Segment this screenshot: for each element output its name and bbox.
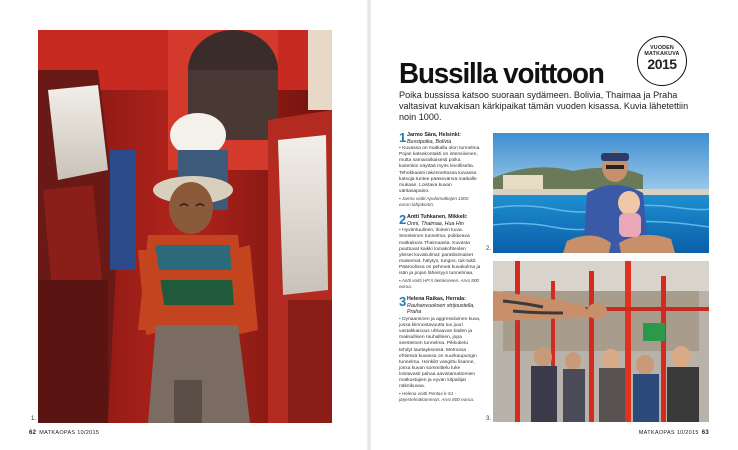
caption-author: Antti Tuhkanen, Mikkeli: bbox=[407, 214, 468, 221]
folio-left bbox=[26, 430, 99, 436]
page-title: Bussilla voittoon bbox=[399, 58, 604, 90]
photo-number-2: 2. bbox=[486, 246, 492, 252]
magazine-name-right: MATKAOPAS 10/2015 bbox=[638, 430, 699, 436]
caption-place: Onni, Thaimaa, Hua Hin bbox=[407, 220, 464, 227]
page-gutter bbox=[366, 0, 372, 450]
caption-number: 2 bbox=[399, 212, 407, 228]
page-number-left: 62 bbox=[29, 430, 37, 436]
award-badge bbox=[637, 36, 687, 86]
caption-number: 3 bbox=[399, 294, 407, 310]
caption-body: Kuvassa on matkalla olon tunnelma. Pojan katsekontakti on intensiivinen, mutta samanaikaisesti poika kuitenkin näyttää myös levolliselta. Tehokkaasti rakennettussa kuvassa katsoja tuntee pääsevänsä matkalle mukaan. Loistava kuvan väritasapaino. bbox=[399, 146, 481, 194]
caption-place: Rauhanvuoksen strijoustella, Praha bbox=[407, 302, 475, 316]
bullet-icon: ▪ bbox=[399, 317, 403, 323]
caption-author: Jarmo Sära, Helsinki: bbox=[407, 132, 461, 138]
bullet-icon: ▪ bbox=[399, 146, 403, 152]
caption-number: 1 bbox=[399, 130, 407, 145]
page-number-right: 63 bbox=[701, 430, 709, 436]
photo-pool-father-child bbox=[493, 133, 709, 253]
photo-bus-boy bbox=[38, 30, 332, 423]
caption-prize: Antti voitti HP:n tietokoneen. Arvo 800 euroa. bbox=[399, 278, 479, 289]
captions-column bbox=[399, 132, 481, 409]
caption-3 bbox=[399, 296, 481, 402]
caption-place: Bussipoika, Bolivia bbox=[407, 138, 452, 145]
caption-1 bbox=[399, 132, 481, 207]
caption-body: Hyväntuulinen, iloinen kuva. Seesteinen tunnelma, poikkeava matkakuva Thaimaasta. Kuvasta puuttuvat kaikki lomakohteiden yleiset kuvakulmat: paratiisimaiset maisemat, hälytys, tungos, tuk-tukit. Pääroolissa on pehmeä kuvakulma ja isän ja pojan läheisyys tunnelmaa. bbox=[399, 228, 481, 276]
photo-number-3: 3. bbox=[486, 416, 492, 422]
caption-prize: Helena voitti Pentax k-S1 -järjestelmäkameran. Arvo 800 euroa. bbox=[399, 391, 475, 402]
bullet-icon: ▪ bbox=[399, 195, 402, 201]
lede-paragraph: Poika bussissa katsoo suoraan sydämeen. Bolivia, Thaimaa ja Praha valtasivat kuvakisan kärkipaikat tämän vuoden kisassa. Kuvia lähetettiin noin 1000. bbox=[399, 90, 689, 123]
caption-body: Dynaaminen ja aggressiivinen kuva, jossa kiinnostavuutta luo juuri vastakkaisuus uhkaavan käden ja maksullisen rauhallinen, jopa seesteinen tunnelma. Pikkuketu tehdyt lauttayksessä. Metrossa ehtiessä kuvassa on suurkaupungin tunnelma. Henkilö vangittu lisanne, jossa kuvan sommittelu luke loistavasti pahaa aavistamattomien matkustajien ja eyvän kilpailijat näköikuvaa. bbox=[399, 317, 481, 390]
bullet-icon: ▪ bbox=[399, 278, 402, 284]
badge-line2: MATKAKUVA bbox=[644, 51, 680, 57]
badge-line1: VUODEN bbox=[650, 45, 674, 51]
magazine-name-left: MATKAOPAS 10/2015 bbox=[39, 430, 100, 436]
badge-year: 2015 bbox=[647, 56, 677, 72]
caption-2 bbox=[399, 214, 481, 289]
folio-right bbox=[639, 430, 712, 436]
caption-prize: Jarmo voitti Apolomatkojen 1000 euron lahjakortin. bbox=[399, 195, 469, 207]
photo-metro-prague bbox=[493, 261, 709, 422]
bullet-icon: ▪ bbox=[399, 228, 403, 234]
photo-number-1: 1. bbox=[31, 416, 37, 422]
bullet-icon: ▪ bbox=[399, 391, 402, 397]
caption-author: Helena Raikas, Herrala: bbox=[407, 296, 466, 303]
